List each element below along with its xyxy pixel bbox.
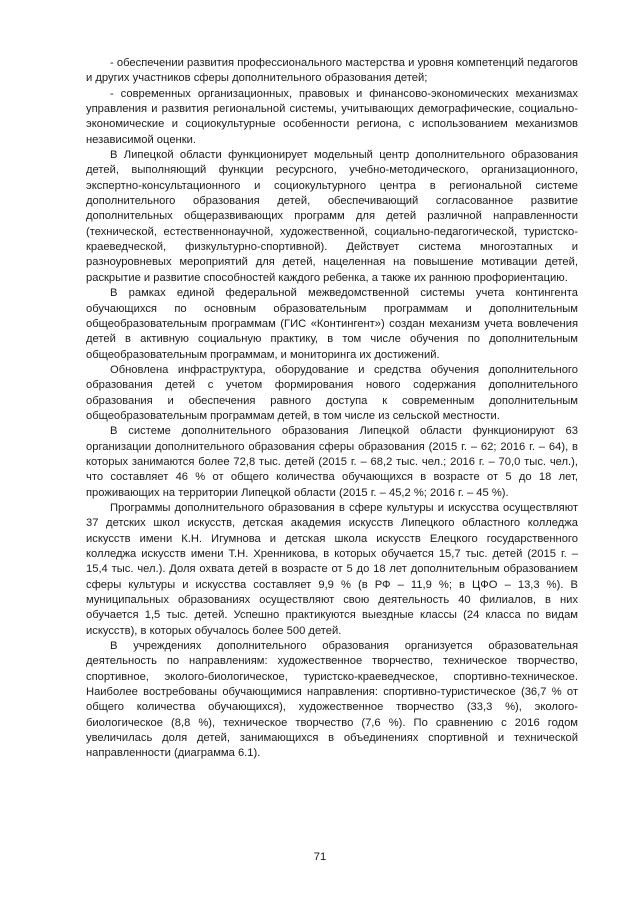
paragraph-model-center: В Липецкой области функционирует модельный центр дополнительного образования детей, выполняющий функции ресурсного, учебно-методического, организационного, экспертно-консультационного и социокультурного центра в региональной системе дополнительного образования детей, обеспечивающий согласованное развитие дополнительных общеразвивающих программ для детей различной направленности (технической, естественнонаучной, художественной, социально-педагогической, туристско-краеведческой, физкультурно-спортивной). Действует система многоэтапных и разноуровневых мероприятий для детей, нацеленная на повышение мотивации детей, раскрытие и развитие способностей каждого ребенка, а также их раннюю профориентацию. — [86, 149, 578, 284]
paragraph-competence: - обеспечении развития профессионального мастерства и уровня компетенций педагогов и других участников сферы дополнительного образования детей; — [86, 57, 578, 85]
paragraph-culture-arts: Программы дополнительного образования в сфере культуры и искусства осуществляют 37 детских школ искусств, детская академия искусств Липецкого областного колледжа искусств имени К.Н. Игумнова и детская школа искусств Елецкого государственного колледжа искусств имени Т.Н. Хренникова, в которых обучается 15,7 тыс. детей (2015 г. – 15,4 тыс. чел.). Доля охвата детей в возрасте от 5 до 18 лет дополнительным образованием сферы культуры и искусства составляет 9,9 % (в РФ – 11,9 %; в ЦФО – 13,3 %). В муниципальных образованиях осуществляют свою деятельность 40 филиалов, в них обучается 1,5 тыс. детей. Успешно практикуются выездные классы (24 класса по видам искусств), в которых обучалось более 500 детей. — [86, 501, 578, 637]
paragraph-directions: В учреждениях дополнительного образования организуется образовательная деятельность по направлениям: художественное творчество, техническое творчество, спортивное, эколого-биологическое, туристско-краеведческое, спортивно-техническое. Наиболее востребованы обучающимися направления: спортивно-туристическое (36,7 % от общего количества обучающихся), художественное творчество (33,3 %), эколого-биологическое (8,8 %), техническое творчество (7,6 %). По сравнению с 2016 годом увеличилась доля детей, занимающихся в объединениях спортивной и технической направленности (диаграмма 6.1). — [86, 640, 578, 760]
page-number: 71 — [313, 851, 327, 863]
paragraph-mechanisms: - современных организационных, правовых и финансово-экономических механизмах управления и развития региональной системы, учитывающих демографические, социально-экономические и социокультурные особенности региона, с использованием механизмов независимой оценки. — [86, 87, 578, 146]
document-body — [86, 56, 578, 762]
paragraph-infrastructure: Обновлена инфраструктура, оборудование и средства обучения дополнительного образования детей с учетом формирования нового содержания дополнительного образования и обеспечения равного доступа к современным дополнительным общеобразовательным программам детей, в том числе из сельской местности. — [86, 363, 578, 422]
paragraph-contingent: В рамках единой федеральной межведомственной системы учета контингента обучающихся по основным образовательным программам и дополнительным общеобразовательным программам (ГИС «Контингент») создан механизм учета вовлечения детей в активную социальную практику, в том числе обучения по дополнительным общеобразовательным программам, и мониторинга их достижений. — [86, 287, 578, 361]
paragraph-organizations: В системе дополнительного образования Липецкой области функционируют 63 организации дополнительного образования сферы образования (2015 г. – 62; 2016 г. – 64), в которых занимаются более 72,8 тыс. детей (2015 г. – 68,2 тыс. чел.; 2016 г. – 70,0 тыс. чел.), что составляет 46 % от общего количества обучающихся в возрасте от 5 до 18 лет, проживающих на территории Липецкой области (2015 г. – 45,2 %; 2016 г. – 45 %). — [86, 425, 578, 499]
